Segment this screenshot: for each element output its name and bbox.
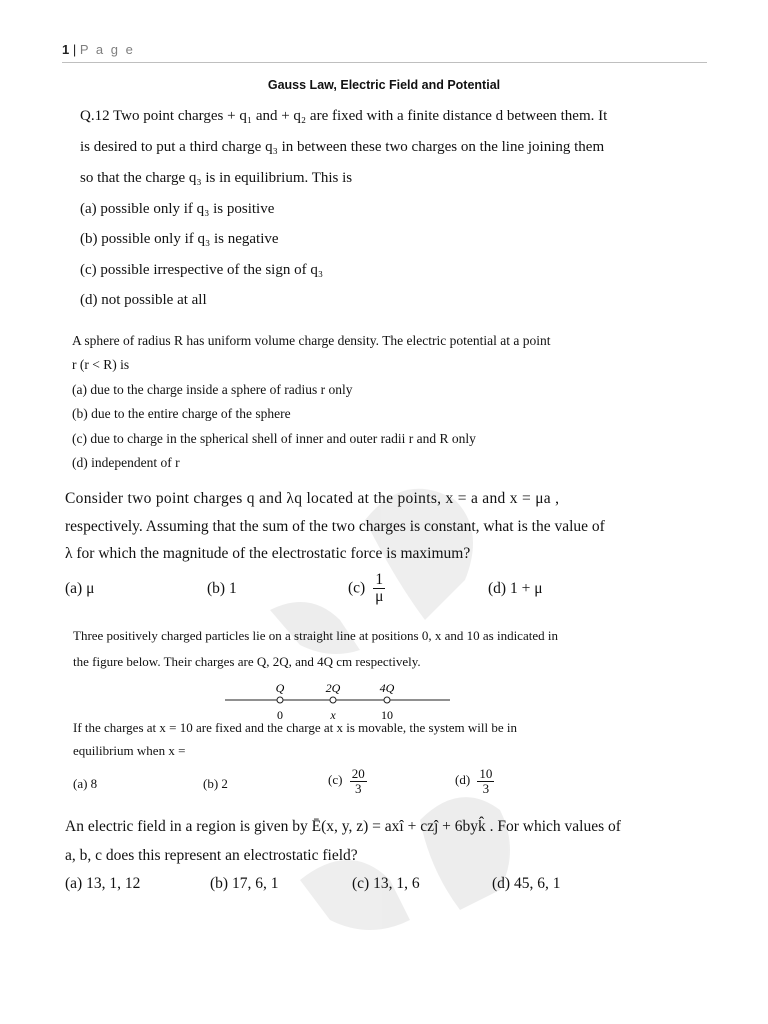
question-4-option-d-denominator: 3 <box>482 780 490 796</box>
question-1-option-b: (b) possible only if q₃ is negative <box>80 231 279 247</box>
question-4-option-c-numerator: 20 <box>351 766 365 781</box>
position-label-1: 0 <box>277 708 283 722</box>
question-4-line-1: Three positively charged particles lie on a straight line at positions 0, x and 10 as indicated in <box>73 628 558 643</box>
document-title: Gauss Law, Electric Field and Potential <box>267 78 501 92</box>
question-4-option-a: (a) 8 <box>73 776 98 791</box>
question-4-option-d-fraction <box>477 767 494 795</box>
page-label: P a g e <box>79 42 135 57</box>
question-3-option-a: (a) μ <box>65 580 95 597</box>
question-1-line-3: so that the charge q₃ is in equilibrium. This is <box>80 170 353 186</box>
question-4-option-d <box>455 767 494 795</box>
question-3-option-c <box>348 572 385 606</box>
question-2-option-b: (b) due to the entire charge of the sphere <box>72 406 291 421</box>
question-5-option-a: (a) 13, 1, 12 <box>65 875 141 892</box>
question-4-option-c-label: (c) <box>328 772 343 788</box>
position-label-3: 10 <box>381 708 393 722</box>
question-3-option-b: (b) 1 <box>207 580 237 597</box>
question-4-line-3: If the charges at x = 10 are fixed and the charge at x is movable, the system will be in <box>73 720 518 735</box>
question-2-option-d: (d) independent of r <box>72 455 180 470</box>
charge-label-2: 2Q <box>325 681 341 695</box>
question-5-line-2: a, b, c does this represent an electrostatic field? <box>65 847 358 864</box>
question-3-option-c-denominator: μ <box>375 588 384 606</box>
question-4-option-d-label: (d) <box>455 772 471 788</box>
question-3-option-d: (d) 1 + μ <box>488 580 543 597</box>
charge-marker-3 <box>384 697 390 703</box>
page-separator: | <box>72 42 77 57</box>
question-5-line-1: An electric field in a region is given by Ē(x, y, z) = axî + czĵ + 6byk̂ . For which values of <box>65 818 621 835</box>
question-2-line-1: A sphere of radius R has uniform volume charge density. The electric potential at a point <box>72 333 551 348</box>
position-label-2: x <box>330 708 336 722</box>
charge-number-line <box>225 679 450 723</box>
question-4-option-d-numerator: 10 <box>479 766 493 781</box>
question-5-option-c: (c) 13, 1, 6 <box>352 875 420 892</box>
question-3-option-c-label: (c) <box>348 579 366 597</box>
question-5-option-b: (b) 17, 6, 1 <box>210 875 279 892</box>
question-1-option-c: (c) possible irrespective of the sign of q₃ <box>80 262 324 278</box>
question-3-option-c-numerator: 1 <box>375 571 384 588</box>
page-number: 1 <box>62 42 70 57</box>
question-3-line-1: Consider two point charges q and λq located at the points, x = a and x = μa , <box>65 490 560 507</box>
page-header <box>62 42 707 63</box>
question-2-option-c: (c) due to charge in the spherical shell of inner and outer radii r and R only <box>72 431 476 446</box>
question-4-line-4: equilibrium when x = <box>73 743 186 758</box>
question-4-option-c <box>328 767 367 795</box>
charge-marker-1 <box>277 697 283 703</box>
question-4-option-c-fraction <box>350 767 367 795</box>
question-2-option-a: (a) due to the charge inside a sphere of radius r only <box>72 382 353 397</box>
question-4-option-b: (b) 2 <box>203 776 228 791</box>
charge-marker-2 <box>330 697 336 703</box>
charge-label-3: 4Q <box>379 681 395 695</box>
question-3-line-3: λ for which the magnitude of the electrostatic force is maximum? <box>65 545 471 562</box>
charge-label-1: Q <box>275 681 285 695</box>
question-5-option-d: (d) 45, 6, 1 <box>492 875 561 892</box>
question-1-option-a: (a) possible only if q₃ is positive <box>80 201 275 217</box>
question-4-option-c-denominator: 3 <box>354 780 362 796</box>
question-1-option-d: (d) not possible at all <box>80 292 207 308</box>
question-3-option-c-fraction <box>373 572 385 606</box>
question-1-line-1: Q.12 Two point charges + q₁ and + q₂ are fixed with a finite distance d between them. It <box>80 108 608 124</box>
question-3-line-2: respectively. Assuming that the sum of the two charges is constant, what is the value of <box>65 518 605 535</box>
question-1-line-2: is desired to put a third charge q₃ in between these two charges on the line joining them <box>80 139 605 155</box>
question-4-line-2: the figure below. Their charges are Q, 2Q, and 4Q cm respectively. <box>73 654 421 669</box>
question-2-line-2: r (r < R) is <box>72 357 130 372</box>
